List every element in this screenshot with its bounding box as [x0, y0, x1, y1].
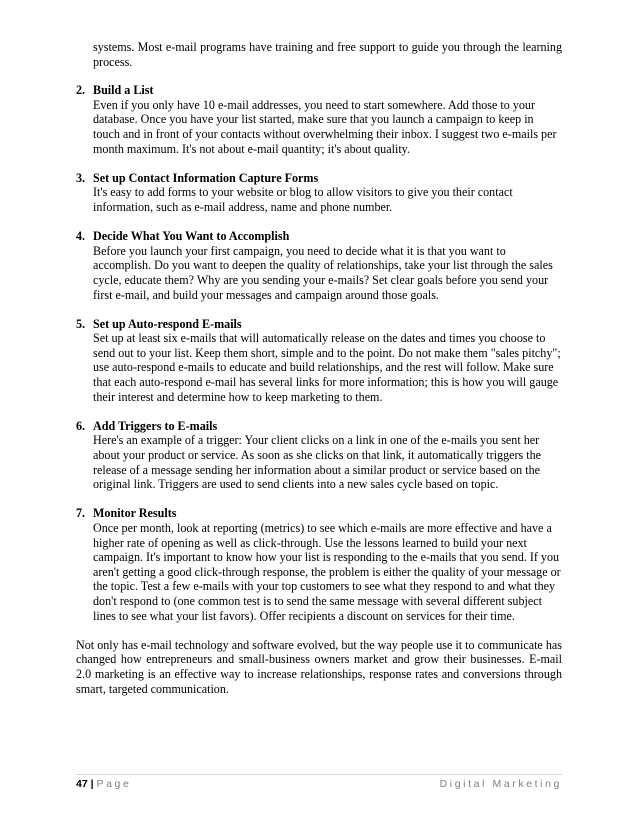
- list-item: [76, 506, 562, 623]
- page-label: Page: [96, 778, 132, 790]
- step-number: 6.: [76, 418, 86, 433]
- intro-continuation: systems. Most e-mail programs have training and free support to guide you through the learning process.: [93, 40, 562, 69]
- page-number: 47: [76, 778, 88, 790]
- document-title: Digital Marketing: [439, 778, 562, 790]
- footer-page-info: [76, 778, 131, 790]
- step-title: Monitor Results: [93, 506, 177, 521]
- list-item: [76, 83, 562, 156]
- footer-separator: |: [90, 778, 94, 790]
- step-body: Here's an example of a trigger: Your client clicks on a link in one of the e-mails you sent her about your product or service. As soon as she clicks on that link, it automatically triggers the release of a message sending her information about a similar product or service based on the original link. Triggers are used to send clients into a new sales cycle based on topic.: [93, 433, 542, 492]
- list-item: [76, 229, 562, 302]
- page-footer: [76, 774, 562, 790]
- step-title: Set up Contact Information Capture Forms: [93, 170, 319, 185]
- step-title: Set up Auto-respond E-mails: [93, 316, 242, 331]
- step-title: Build a List: [93, 83, 154, 98]
- step-body: Once per month, look at reporting (metrics) to see which e-mails are more effective and have a higher rate of opening as well as click-through. Use the lessons learned to build your next campaign. It's important to know how your list is responding to the e-mails that you send. If you aren't getting a good click-through response, the problem is either the quality of your message or the topic. Test a few e-mails with your top customers to see what they respond to and what they don't respond to (one common test is to send the same message with several different subject lines to see what your list favors). Offer recipients a discount on services for their time.: [93, 521, 561, 623]
- step-number: 2.: [76, 83, 86, 98]
- step-body: Set up at least six e-mails that will automatically release on the dates and times you choose to send out to your list. Keep them short, simple and to the point. Do not make them "sales pitchy"; use auto-respond e-mails to educate and build relationships, and the rest will follow. Make sure that each auto-respond e-mail has several links for more information; this is how you will gauge their interest and determine how to keep marketing to them.: [93, 331, 561, 404]
- steps-list: [76, 83, 562, 623]
- step-body: Even if you only have 10 e-mail addresses, you need to start somewhere. Add those to your database. Once you have your list started, make sure that you launch a campaign to keep in touch and in front of your contacts without overwhelming their inbox. I suggest two e-mails per month maximum. It's not about e-mail quantity; it's about quality.: [93, 97, 557, 156]
- list-item: [76, 317, 562, 405]
- step-body: Before you launch your first campaign, you need to decide what it is that you want to accomplish. Do you want to deepen the quality of relationships, take your list through the sales cycle, educate them? Why are you sending your e-mails? Set clear goals before you send your first e-mail, and build your messages and campaign around those goals.: [93, 243, 553, 302]
- step-body: It's easy to add forms to your website or blog to allow visitors to give you their contact information, such as e-mail address, name and phone number.: [93, 185, 513, 214]
- step-number: 5.: [76, 316, 86, 331]
- step-title: Add Triggers to E-mails: [93, 418, 218, 433]
- document-page: [76, 40, 562, 696]
- step-number: 7.: [76, 506, 86, 521]
- step-number: 3.: [76, 170, 86, 185]
- list-item: [76, 171, 562, 215]
- step-title: Decide What You Want to Accomplish: [93, 229, 290, 244]
- list-item: [76, 419, 562, 492]
- step-number: 4.: [76, 229, 86, 244]
- closing-paragraph: Not only has e-mail technology and software evolved, but the way people use it to communicate has changed how entrepreneurs and small-business owners market and grow their businesses. E-mail 2.0 marketing is an effective way to increase relationships, response rates and conversions through smart, targeted communication.: [76, 637, 562, 696]
